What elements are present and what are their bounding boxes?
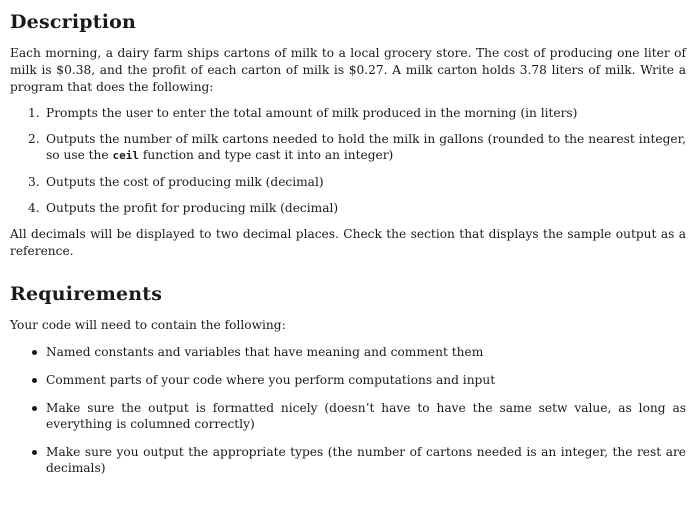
requirement-item [46, 444, 686, 476]
bullet-icon [32, 406, 37, 411]
description-footer: All decimals will be displayed to two decimal places. Check the section that displays the sample output as a reference. [10, 227, 686, 258]
description-heading: Description [10, 11, 137, 33]
task-text-after-code: function and type cast it into an integer) [139, 148, 394, 162]
requirement-text: Make sure the output is formatted nicely (doesn’t have to have the same setw value, as long as everything is columned correctly) [46, 401, 686, 431]
task-number: 4. [28, 201, 40, 215]
task-number: 3. [28, 175, 40, 189]
requirement-text: Named constants and variables that have meaning and comment them [46, 345, 484, 359]
bullet-icon [32, 378, 37, 383]
task-item [28, 131, 686, 164]
task-text: Prompts the user to enter the total amount of milk produced in the morning (in liters) [46, 106, 578, 120]
requirements-heading: Requirements [10, 283, 163, 305]
requirements-list [10, 344, 686, 476]
requirement-text: Comment parts of your code where you perform computations and input [46, 373, 496, 387]
task-list [10, 105, 686, 216]
requirement-item [46, 400, 686, 432]
requirement-text: Make sure you output the appropriate types (the number of cartons needed is an integer, the rest are decimals) [46, 445, 686, 475]
task-text: Outputs the cost of producing milk (decimal) [46, 175, 324, 189]
inline-code-ceil: ceil [112, 149, 139, 162]
task-number: 2. [28, 132, 40, 146]
task-text: Outputs the profit for producing milk (decimal) [46, 201, 339, 215]
bullet-icon [32, 450, 37, 455]
bullet-icon [32, 350, 37, 355]
description-intro: Each morning, a dairy farm ships cartons of milk to a local grocery store. The cost of producing one liter of milk is $0.38, and the profit of each carton of milk is $0.27. A milk carton holds 3.78 liters of milk. Write a program that does the following: [10, 46, 686, 94]
task-number: 1. [28, 106, 40, 120]
task-item [28, 200, 686, 216]
task-item [28, 105, 686, 121]
task-text-before-code: Outputs the number of milk cartons needed to hold the milk in gallons (rounded to the nearest integer, so use the [46, 132, 686, 162]
task-item [28, 174, 686, 190]
requirements-intro: Your code will need to contain the following: [10, 318, 286, 332]
requirement-item [46, 344, 686, 360]
requirement-item [46, 372, 686, 388]
